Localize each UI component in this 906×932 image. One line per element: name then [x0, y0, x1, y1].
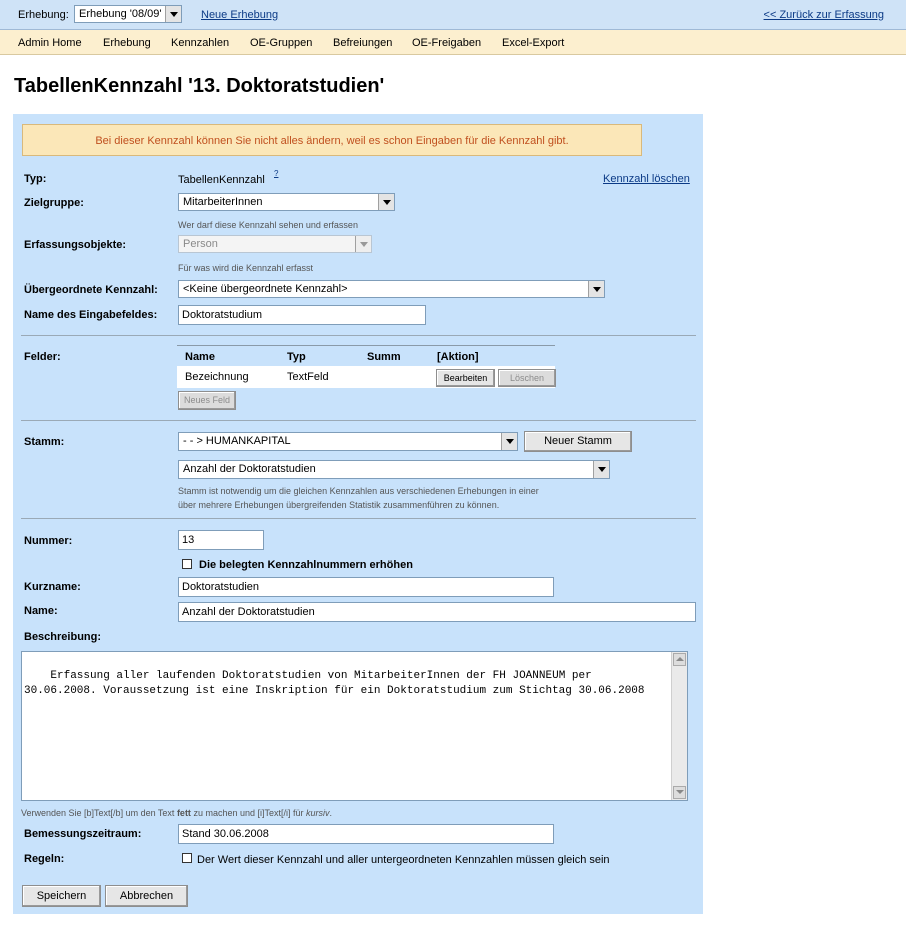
feld-typ: TextFeld — [287, 371, 329, 383]
nav-excel-export[interactable]: Excel-Export — [502, 37, 565, 49]
format-hint-text: . — [329, 808, 333, 818]
chevron-down-icon[interactable] — [501, 433, 517, 450]
main-nav — [0, 30, 906, 55]
new-field-button[interactable]: Neues Feld — [178, 391, 236, 410]
chevron-down-icon[interactable] — [588, 281, 604, 297]
parent-kennzahl-select[interactable] — [178, 280, 605, 298]
top-bar — [0, 0, 906, 30]
bemessung-input[interactable]: Stand 30.06.2008 — [178, 824, 554, 844]
delete-kennzahl-link[interactable]: Kennzahl löschen — [603, 173, 690, 185]
bemessung-label: Bemessungszeitraum: — [24, 828, 142, 840]
nav-erhebung[interactable]: Erhebung — [103, 37, 151, 49]
scroll-up-icon[interactable] — [673, 653, 686, 666]
divider — [21, 518, 696, 519]
typ-value: TabellenKennzahl — [178, 174, 265, 186]
chevron-down-icon[interactable] — [378, 194, 394, 210]
regeln-label: Regeln: — [24, 853, 65, 865]
eingabefeld-name-label: Name des Eingabefeldes: — [24, 309, 158, 321]
delete-field-button[interactable]: Löschen — [498, 369, 556, 387]
parent-kennzahl-select-value: <Keine übergeordnete Kennzahl> — [183, 283, 348, 295]
nummer-label: Nummer: — [24, 535, 73, 547]
parent-kennzahl-label: Übergeordnete Kennzahl: — [24, 284, 158, 296]
nav-oe-freigaben[interactable]: OE-Freigaben — [412, 37, 482, 49]
nav-oe-gruppen[interactable]: OE-Gruppen — [250, 37, 313, 49]
felder-header-summ: Summ — [367, 351, 401, 363]
zielgruppe-hint: Wer darf diese Kennzahl sehen und erfassen — [178, 220, 358, 230]
format-hint-text: Verwenden Sie [b]Text[/b] um den Text — [21, 808, 177, 818]
felder-header-name: Name — [185, 351, 215, 363]
erhebung-label: Erhebung: — [18, 9, 69, 21]
zielgruppe-label: Zielgruppe: — [24, 197, 84, 209]
erfassungsobjekte-hint: Für was wird die Kennzahl erfasst — [178, 263, 314, 273]
nav-kennzahlen[interactable]: Kennzahlen — [171, 37, 230, 49]
stamm-label: Stamm: — [24, 436, 65, 448]
felder-header-typ: Typ — [287, 351, 306, 363]
divider — [21, 335, 696, 336]
new-erhebung-link[interactable]: Neue Erhebung — [201, 9, 279, 21]
stamm-hint-line-2: über mehrere Erhebungen übergreifenden Statistik zusammenführen zu können. — [178, 500, 500, 510]
cancel-button[interactable]: Abbrechen — [105, 885, 188, 907]
name-input[interactable]: Anzahl der Doktoratstudien — [178, 602, 696, 622]
zielgruppe-select[interactable] — [178, 193, 395, 211]
format-hint-italic: kursiv — [306, 808, 330, 818]
nummer-input[interactable]: 13 — [178, 530, 264, 550]
format-hint-text: zu machen und [i]Text[/i] für — [190, 808, 306, 818]
zielgruppe-select-value: MitarbeiterInnen — [183, 196, 263, 208]
eingabefeld-name-input[interactable]: Doktoratstudium — [178, 305, 426, 325]
beschreibung-textarea[interactable] — [21, 651, 688, 801]
save-button[interactable]: Speichern — [22, 885, 101, 907]
erfassungsobjekte-select-value: Person — [183, 238, 218, 250]
divider — [21, 420, 696, 421]
increase-numbers-label: Die belegten Kennzahlnummern erhöhen — [199, 559, 413, 571]
name-label: Name: — [24, 605, 58, 617]
felder-label: Felder: — [24, 351, 61, 363]
help-link[interactable]: ? — [274, 169, 279, 178]
feld-name: Bezeichnung — [185, 371, 249, 383]
edit-field-button[interactable]: Bearbeiten — [436, 369, 495, 387]
stamm-sub-select[interactable] — [178, 460, 610, 479]
format-hint — [21, 808, 332, 818]
felder-table-top-border — [177, 345, 555, 346]
beschreibung-text: Erfassung aller laufenden Doktoratstudien von MitarbeiterInnen der FH JOANNEUM per 30.06.2008. Voraussetzung ist eine Inskription für ein Doktoratstudium zum Stichtag 30.06.2008 — [24, 670, 645, 697]
back-to-erfassung-link[interactable]: << Zurück zur Erfassung — [763, 9, 884, 21]
warning-message: Bei dieser Kennzahl können Sie nicht alles ändern, weil es schon Eingaben für die Kennzahl gibt. — [22, 124, 642, 156]
stamm-select-value: - - > HUMANKAPITAL — [183, 435, 291, 447]
regeln-checkbox-label: Der Wert dieser Kennzahl und aller untergeordneten Kennzahlen müssen gleich sein — [197, 854, 610, 866]
nav-admin-home[interactable]: Admin Home — [18, 37, 82, 49]
typ-label: Typ: — [24, 173, 47, 185]
stamm-select[interactable] — [178, 432, 518, 451]
page-title: TabellenKennzahl '13. Doktoratstudien' — [14, 75, 385, 97]
stamm-sub-select-value: Anzahl der Doktoratstudien — [183, 463, 316, 475]
erfassungsobjekte-select — [178, 235, 372, 253]
chevron-down-icon[interactable] — [165, 6, 181, 22]
scroll-down-icon[interactable] — [673, 786, 686, 799]
erhebung-select[interactable] — [74, 5, 182, 23]
regeln-checkbox[interactable] — [182, 853, 192, 863]
erfassungsobjekte-label: Erfassungsobjekte: — [24, 239, 127, 251]
new-stamm-button[interactable]: Neuer Stamm — [524, 431, 632, 452]
edit-panel — [13, 114, 703, 914]
chevron-down-icon[interactable] — [593, 461, 609, 478]
stamm-hint-line-1: Stamm ist notwendig um die gleichen Kennzahlen aus verschiedenen Erhebungen in einer — [178, 486, 539, 496]
increase-numbers-checkbox[interactable] — [182, 559, 192, 569]
kurzname-label: Kurzname: — [24, 581, 81, 593]
textarea-scrollbar[interactable] — [671, 652, 687, 800]
kurzname-input[interactable]: Doktoratstudien — [178, 577, 554, 597]
felder-header-aktion: [Aktion] — [437, 351, 479, 363]
beschreibung-label: Beschreibung: — [24, 631, 102, 643]
chevron-down-icon — [355, 236, 371, 252]
erhebung-select-value: Erhebung '08/09' — [79, 8, 162, 20]
format-hint-bold: fett — [176, 808, 191, 818]
nav-befreiungen[interactable]: Befreiungen — [333, 37, 393, 49]
